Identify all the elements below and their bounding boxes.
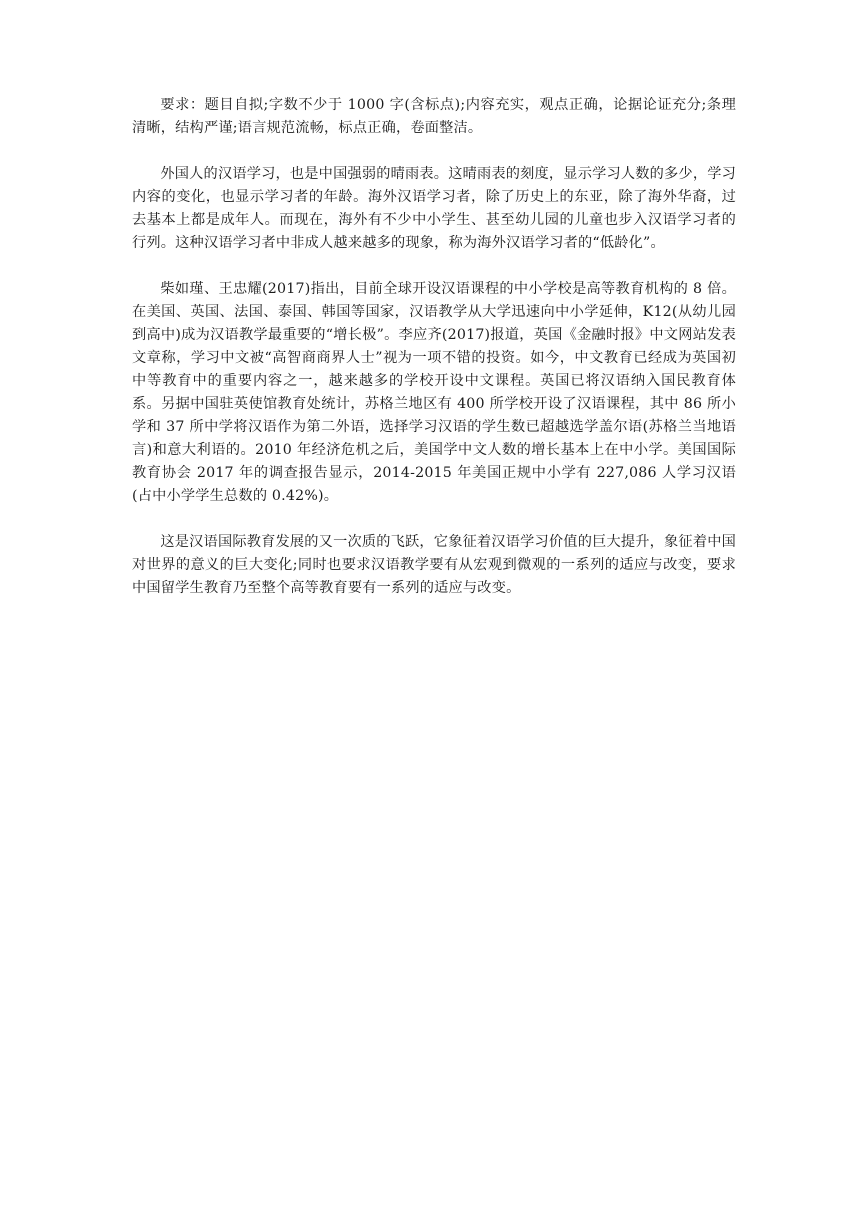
body-paragraph-2: 柴如瑾、王忠耀(2017)指出，目前全球开设汉语课程的中小学校是高等教育机构的 8 倍。在美国、英国、法国、泰国、韩国等国家，汉语教学从大学迅速向中小学延伸，K12(从幼儿园到高中)成为汉语教学最重要的“增长极”。李应齐(2017)报道，英国《金融时报》中文网站发表文章称，学习中文被“高智商商界人士”视为一项不错的投资。如今，中文教育已经成为英国初中等教育中的重要内容之一，越来越多的学校开设中文课程。英国已将汉语纳入国民教育体系。另据中国驻英使馆教育处统计，苏格兰地区有 400 所学校开设了汉语课程，其中 86 所小学和 37 所中学将汉语作为第二外语，选择学习汉语的学生数已超越选学盖尔语(苏格兰当地语言)和意大利语的。2010 年经济危机之后，美国学中文人数的增长基本上在中小学。美国国际教育协会 2017 年的调查报告显示，2014-2015 年美国正规中小学有 227,086 人学习汉语(占中小学学生总数的 0.42%)。 — [132, 281, 736, 504]
document-page — [132, 94, 736, 623]
body-paragraph-1: 外国人的汉语学习，也是中国强弱的晴雨表。这晴雨表的刻度，显示学习人数的多少，学习内容的变化，也显示学习者的年龄。海外汉语学习者，除了历史上的东亚，除了海外华裔，过去基本上都是成年人。而现在，海外有不少中小学生、甚至幼儿园的儿童也步入汉语学习者的行列。这种汉语学习者中非成人越来越多的现象，称为海外汉语学习者的“低龄化”。 — [132, 166, 736, 251]
body-paragraph-3: 这是汉语国际教育发展的又一次质的飞跃，它象征着汉语学习价值的巨大提升，象征着中国对世界的意义的巨大变化;同时也要求汉语教学要有从宏观到微观的一系列的适应与改变，要求中国留学生教育乃至整个高等教育要有一系列的适应与改变。 — [132, 534, 736, 596]
requirements-paragraph: 要求：题目自拟;字数不少于 1000 字(含标点);内容充实，观点正确，论据论证充分;条理清晰，结构严谨;语言规范流畅，标点正确，卷面整洁。 — [132, 97, 736, 136]
